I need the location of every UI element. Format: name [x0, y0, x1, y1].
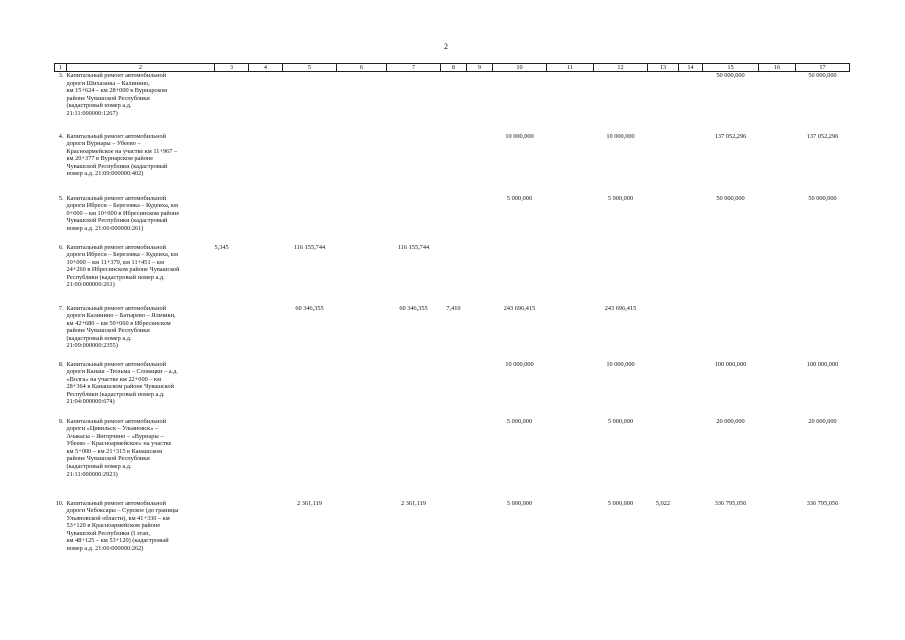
cell-col-8	[441, 133, 467, 195]
cell-col-5: 116 155,744	[293, 243, 326, 251]
cell-col-9	[467, 500, 493, 570]
cell-col-16	[759, 244, 796, 305]
row-description: Капитальный ремонт автомобильной дороги «Цивильск – Ульяновск» – Ачакасы – Янгорчино – «Вурнары – Убеево – Красноармейское» на участке км 5+000 – км 21+315 в Канашском районе Чувашской Республики (кадастровый номер а.д. 21:11:000000:2923)	[66, 417, 172, 478]
cell-col-5	[283, 418, 337, 500]
cell-col-14	[679, 418, 703, 500]
column-header: 10	[493, 64, 547, 72]
cell-col-10: 5 000,000	[506, 194, 533, 202]
column-header: 4	[249, 64, 283, 72]
row-description: Капитальный ремонт автомобильной дороги Вурнары – Убеево – Красноармейское на участке км 11+967 – км 20+377 в Вурнарском районе Чувашской Республики (кадастровый номер а.д. 21:09:000000:402)	[66, 132, 178, 178]
row-number: 4.	[58, 132, 64, 140]
column-header: 12	[594, 64, 648, 72]
cell-col-5	[283, 72, 337, 133]
cell-col-12: 243 696,415	[604, 304, 637, 312]
cell-col-4	[249, 244, 283, 305]
cell-col-14	[679, 195, 703, 244]
cell-col-15: 50 000,000	[716, 72, 745, 79]
cell-col-8	[441, 500, 467, 570]
column-header: 8	[441, 64, 467, 72]
cell-col-11	[547, 500, 594, 570]
cell-col-10: 5 000,000	[506, 499, 533, 507]
cell-col-8: 7,410	[446, 304, 461, 312]
cell-col-17: 100 000,000	[806, 360, 839, 368]
row-number: 3.	[58, 72, 64, 79]
cell-col-6	[337, 305, 387, 361]
cell-col-8	[441, 244, 467, 305]
cell-col-14	[679, 500, 703, 570]
cell-col-12: 10 000,000	[606, 132, 635, 140]
column-header: 1	[55, 64, 67, 72]
cell-col-12: 5 000,000	[607, 499, 634, 507]
table-body	[55, 72, 850, 570]
cell-col-11	[547, 72, 594, 133]
cell-col-17: 137 052,296	[806, 132, 839, 140]
cell-col-3: 5,345	[214, 243, 229, 251]
cell-col-6	[337, 361, 387, 418]
table-row	[55, 418, 850, 500]
cell-col-13	[648, 72, 679, 133]
cell-col-9	[467, 195, 493, 244]
cell-col-9	[467, 244, 493, 305]
row-description: Капитальный ремонт автомобильной дороги Чебоксары – Сурское (до границы Ульяновской области), км 41+330 – км 53+120 в Красноармейском районе Чувашской Республики (I этап, км 48+125 – км 53+120) (кадастровый номер а.д. 21:00:000000:262)	[66, 499, 179, 553]
cell-col-16	[759, 500, 796, 570]
row-number: 10.	[55, 499, 64, 507]
row-number: 8.	[58, 360, 64, 368]
cell-col-12	[594, 72, 648, 133]
cell-col-7	[387, 361, 441, 418]
table-row	[55, 500, 850, 570]
row-description: Капитальный ремонт автомобильной дороги Шихазаны – Калинино, км 15+624 – км 28+000 в Вурнарском районе Чувашской Республики (кадастровый номер а.д. 21:11:000000:1267)	[66, 72, 168, 117]
cell-col-11	[547, 244, 594, 305]
cell-col-4	[249, 418, 283, 500]
cell-col-17: 20 000,000	[808, 417, 837, 425]
cell-col-12: 10 000,000	[606, 360, 635, 368]
cell-col-17: 50 000,000	[808, 72, 837, 79]
cell-col-15: 20 000,000	[716, 417, 745, 425]
cell-col-14	[679, 361, 703, 418]
cell-col-10	[493, 72, 547, 133]
table-row	[55, 72, 850, 133]
row-description: Капитальный ремонт автомобильной дороги Ибреси – Березовка – Кудеиха, км 10+000 – км 11+379, км 11+451 – км 24+260 в Ибресинском районе Чувашской Республики (кадастровый номер а.д. 21:00:000000:261)	[66, 243, 180, 289]
cell-col-7	[387, 72, 441, 133]
cell-col-4	[249, 305, 283, 361]
cell-col-7: 2 361,119	[401, 499, 426, 507]
cell-col-17	[796, 305, 850, 361]
table-row	[55, 305, 850, 361]
cell-col-5	[283, 133, 337, 195]
cell-col-16	[759, 133, 796, 195]
table-row	[55, 195, 850, 244]
column-header: 5	[283, 64, 337, 72]
row-number: 6.	[58, 243, 64, 251]
header-row	[55, 64, 850, 72]
column-header: 9	[467, 64, 493, 72]
cell-col-13	[648, 418, 679, 500]
row-description: Капитальный ремонт автомобильной дороги Ибреси – Березовка – Кудеиха, км 0+000 – км 10+000 в Ибресинском районе Чувашской Республики (кадастровый номер а.д. 21:00:000000:261)	[66, 194, 180, 232]
cell-col-16	[759, 418, 796, 500]
cell-col-16	[759, 72, 796, 133]
cell-col-10	[493, 244, 547, 305]
cell-col-4	[249, 500, 283, 570]
column-header: 11	[547, 64, 594, 72]
column-header: 13	[648, 64, 679, 72]
cell-col-13	[648, 133, 679, 195]
cell-col-13	[648, 195, 679, 244]
cell-col-11	[547, 305, 594, 361]
cell-col-5: 2 361,119	[297, 499, 322, 507]
cell-col-11	[547, 418, 594, 500]
cell-col-10: 5 000,000	[506, 417, 533, 425]
cell-col-13	[648, 361, 679, 418]
cell-col-9	[467, 361, 493, 418]
cell-col-15: 50 000,000	[716, 194, 745, 202]
cell-col-12	[594, 244, 648, 305]
cell-col-16	[759, 305, 796, 361]
cell-col-4	[249, 361, 283, 418]
row-description: Капитальный ремонт автомобильной дороги Калинино – Батырево – Яльчики, км 42+680 – км 50+060 в Ибресинском районе Чувашской Республики (кадастровый номер а.д. 21:09:000000:2355)	[66, 304, 176, 350]
cell-col-11	[547, 361, 594, 418]
cell-col-12: 5 000,000	[607, 417, 634, 425]
cell-col-15: 100 000,000	[714, 360, 747, 368]
cell-col-6	[337, 72, 387, 133]
cell-col-11	[547, 133, 594, 195]
cell-col-6	[337, 418, 387, 500]
table-row	[55, 244, 850, 305]
cell-col-14	[679, 305, 703, 361]
cell-col-3	[215, 133, 249, 195]
table-row	[55, 361, 850, 418]
cell-col-15: 137 052,296	[714, 132, 747, 140]
cell-col-16	[759, 361, 796, 418]
page-number: 2	[444, 42, 448, 51]
cell-col-3	[215, 305, 249, 361]
cell-col-4	[249, 72, 283, 133]
cell-col-16	[759, 195, 796, 244]
cell-col-17	[796, 244, 850, 305]
cell-col-13: 5,022	[655, 499, 671, 507]
cell-col-8	[441, 418, 467, 500]
cell-col-7: 60 346,355	[399, 304, 428, 312]
cell-col-14	[679, 133, 703, 195]
cell-col-9	[467, 305, 493, 361]
column-header: 2	[67, 64, 215, 72]
row-number: 7.	[58, 304, 64, 312]
cell-col-8	[441, 195, 467, 244]
cell-col-9	[467, 133, 493, 195]
cell-col-6	[337, 500, 387, 570]
cell-col-4	[249, 195, 283, 244]
cell-col-9	[467, 418, 493, 500]
cell-col-10: 10 000,000	[505, 132, 534, 140]
table-row	[55, 133, 850, 195]
table-header	[55, 64, 850, 72]
cell-col-5	[283, 195, 337, 244]
cell-col-6	[337, 244, 387, 305]
column-header: 14	[679, 64, 703, 72]
cell-col-15	[703, 244, 759, 305]
cell-col-5	[283, 361, 337, 418]
cell-col-7	[387, 418, 441, 500]
cell-col-13	[648, 244, 679, 305]
cell-col-10: 10 000,000	[505, 360, 534, 368]
cell-col-11	[547, 195, 594, 244]
cell-col-8	[441, 72, 467, 133]
cell-col-3	[215, 418, 249, 500]
row-number: 5.	[58, 194, 64, 202]
column-header: 6	[337, 64, 387, 72]
cell-col-6	[337, 195, 387, 244]
cell-col-6	[337, 133, 387, 195]
cell-col-14	[679, 72, 703, 133]
column-header: 3	[215, 64, 249, 72]
cell-col-8	[441, 361, 467, 418]
cell-col-12: 5 000,000	[607, 194, 634, 202]
cell-col-15	[703, 305, 759, 361]
cell-col-10: 243 696,415	[503, 304, 536, 312]
cell-col-7	[387, 133, 441, 195]
cell-col-7: 116 155,744	[397, 243, 430, 251]
cell-col-3	[215, 361, 249, 418]
cell-col-17: 50 000,000	[808, 194, 837, 202]
cell-col-7	[387, 195, 441, 244]
row-description: Капитальный ремонт автомобильной дороги Канаш –Тюльма – Словацки – а.д. «Волга» на участке км 22+000 – км 28+364 в Канашском районе Чувашской Республики (кадастровый номер а.д. 21:04:000000:674)	[66, 360, 178, 406]
row-number: 9.	[58, 417, 64, 425]
cell-col-9	[467, 72, 493, 133]
cell-col-3	[215, 72, 249, 133]
cell-col-3	[215, 195, 249, 244]
budget-table	[54, 63, 850, 570]
cell-col-13	[648, 305, 679, 361]
cell-col-5: 60 346,355	[295, 304, 324, 312]
cell-col-14	[679, 244, 703, 305]
cell-col-4	[249, 133, 283, 195]
column-header: 15	[703, 64, 759, 72]
column-header: 17	[796, 64, 850, 72]
column-header: 7	[387, 64, 441, 72]
column-header: 16	[759, 64, 796, 72]
cell-col-15: 336 795,056	[714, 499, 747, 507]
cell-col-3	[215, 500, 249, 570]
cell-col-17: 336 795,056	[806, 499, 839, 507]
